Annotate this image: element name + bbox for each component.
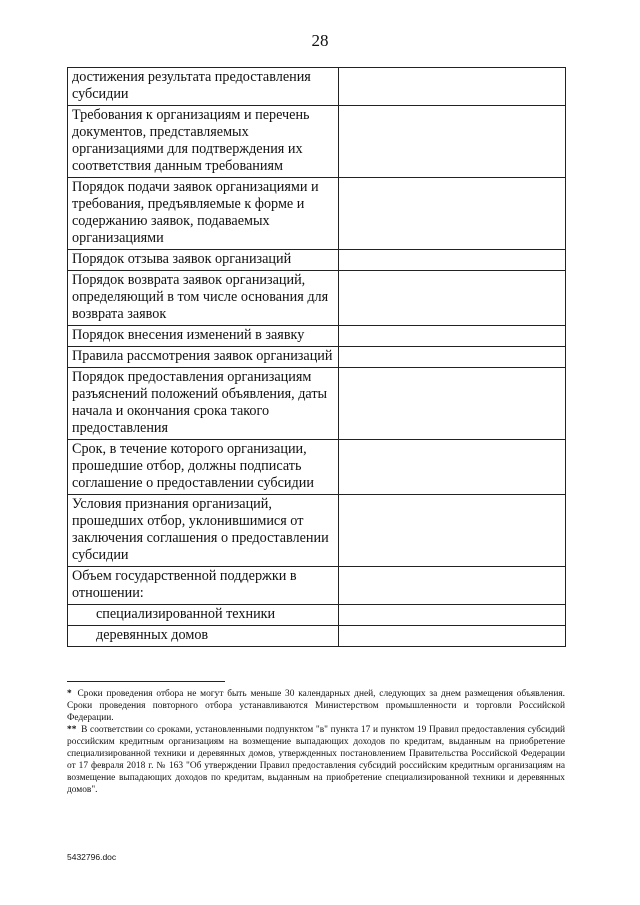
footnote-2-mark: ** <box>67 725 77 735</box>
footnote-divider <box>67 681 225 682</box>
row-label: Порядок отзыва заявок организаций <box>68 250 339 271</box>
row-label: Правила рассмотрения заявок организаций <box>68 347 339 368</box>
footnote-1 <box>67 688 565 724</box>
table-row <box>68 347 566 368</box>
row-label: Требования к организациям и перечень документов, представляемых организациями для подтверждения их соответствия данным требованиям <box>68 106 339 178</box>
row-value <box>339 495 566 567</box>
table-row <box>68 250 566 271</box>
table-row <box>68 326 566 347</box>
footnote-2-text: В соответствии со сроками, установленными подпунктом "в" пункта 17 и пунктом 19 Правил предоставления субсидий российским кредитным организациям на возмещение выпадающих доходов по кредитам, выданным на приобретение специализированной техники и деревянных домов, утвержденных постановлением Правительства Российской Федерации от 17 февраля 2018 г. № 163 "Об утверждении Правил предоставления субсидий российским кредитным организациям на возмещение выпадающих доходов по кредитам, выданным на приобретение специализированной техники и деревянных домов". <box>67 725 565 795</box>
table-row <box>68 567 566 605</box>
row-label: Объем государственной поддержки в отношении: <box>68 567 339 605</box>
footnotes <box>67 688 565 796</box>
page-number: 28 <box>311 31 329 50</box>
row-label: Порядок внесения изменений в заявку <box>68 326 339 347</box>
table-row <box>68 178 566 250</box>
table-row <box>68 271 566 326</box>
row-value <box>339 440 566 495</box>
row-value <box>339 178 566 250</box>
row-value <box>339 605 566 626</box>
table-row <box>68 106 566 178</box>
row-value <box>339 68 566 106</box>
row-label: Порядок предоставления организациям разъяснений положений объявления, даты начала и окончания срока такого предоставления <box>68 368 339 440</box>
row-value <box>339 106 566 178</box>
row-value <box>339 271 566 326</box>
announcement-form-table <box>67 67 566 647</box>
row-value <box>339 326 566 347</box>
row-value <box>339 250 566 271</box>
table-row <box>68 368 566 440</box>
row-label: Условия признания организаций, прошедших отбор, уклонившимися от заключения соглашения о предоставлении субсидии <box>68 495 339 567</box>
row-value <box>339 368 566 440</box>
table-row <box>68 68 566 106</box>
row-label: Порядок подачи заявок организациями и требования, предъявляемые к форме и содержанию заявок, подаваемых организациями <box>68 178 339 250</box>
table-row <box>68 626 566 647</box>
table-row <box>68 605 566 626</box>
row-label: достижения результата предоставления субсидии <box>68 68 339 106</box>
row-value <box>339 626 566 647</box>
footnote-1-text: Сроки проведения отбора не могут быть меньше 30 календарных дней, следующих за днем размещения объявления. Сроки проведения повторного отбора устанавливаются Министерством промышленности и торговли Российской Федерации. <box>67 689 565 723</box>
row-label: Порядок возврата заявок организаций, определяющий в том числе основания для возврата заявок <box>68 271 339 326</box>
footnote-1-mark: * <box>67 689 72 699</box>
table-row <box>68 495 566 567</box>
footnote-2 <box>67 724 565 796</box>
table-row <box>68 440 566 495</box>
row-value <box>339 347 566 368</box>
row-value <box>339 567 566 605</box>
row-label: Срок, в течение которого организации, прошедшие отбор, должны подписать соглашение о предоставлении субсидии <box>68 440 339 495</box>
row-label-indented: деревянных домов <box>68 626 339 647</box>
document-code: 5432796.doc <box>67 852 117 862</box>
row-label-indented: специализированной техники <box>68 605 339 626</box>
